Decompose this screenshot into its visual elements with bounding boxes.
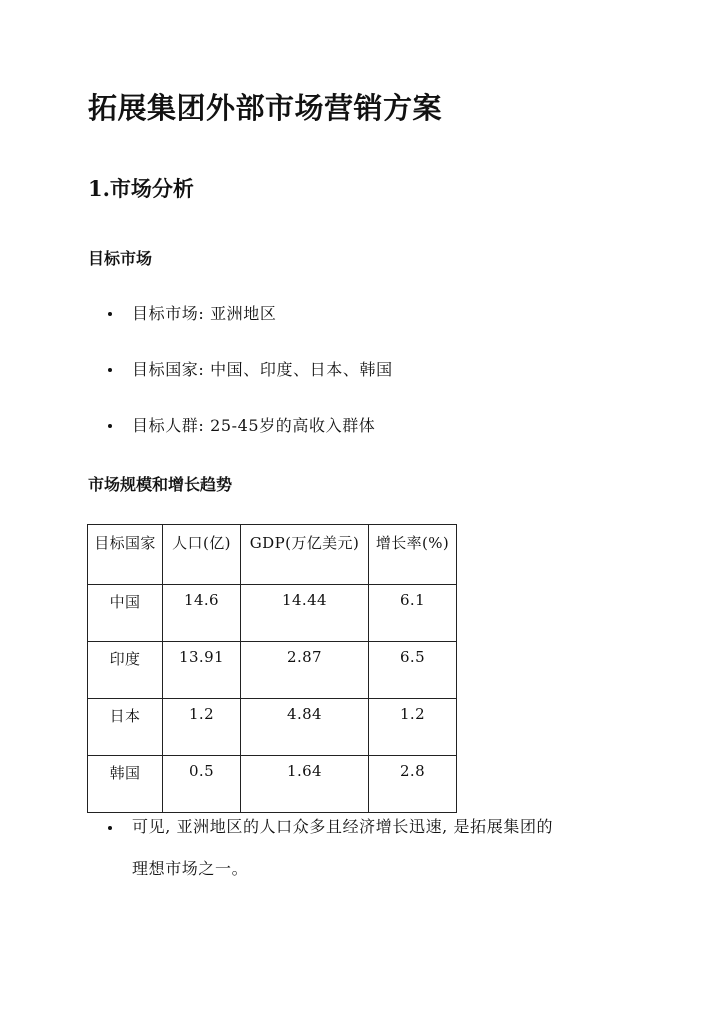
bullet-icon bbox=[108, 312, 112, 316]
column-header-growth-rate: 增长率(%) bbox=[369, 525, 457, 585]
table-cell-growth-rate: 6.1 bbox=[369, 585, 457, 642]
list-item-text: 目标人群: 25-45岁的高收入群体 bbox=[132, 416, 376, 435]
table-cell-gdp: 4.84 bbox=[241, 699, 369, 756]
section-heading-market-analysis: 1.市场分析 bbox=[88, 176, 194, 201]
bullet-icon bbox=[108, 368, 112, 372]
market-size-table bbox=[87, 524, 457, 813]
table-cell-country: 中国 bbox=[88, 585, 163, 642]
table-cell-country: 日本 bbox=[88, 699, 163, 756]
conclusion-text-line1: 可见, 亚洲地区的人口众多且经济增长迅速, 是拓展集团的 bbox=[132, 817, 554, 836]
table-header-row bbox=[88, 525, 457, 585]
subheading-target-market: 目标市场 bbox=[88, 249, 153, 268]
table-cell-growth-rate: 1.2 bbox=[369, 699, 457, 756]
table-cell-gdp: 14.44 bbox=[241, 585, 369, 642]
table-cell-country: 印度 bbox=[88, 642, 163, 699]
bullet-icon bbox=[108, 424, 112, 428]
column-header-population: 人口(亿) bbox=[163, 525, 241, 585]
table-cell-gdp: 1.64 bbox=[241, 756, 369, 813]
table-cell-growth-rate: 6.5 bbox=[369, 642, 457, 699]
table-row bbox=[88, 585, 457, 642]
list-item-text: 目标国家: 中国、印度、日本、韩国 bbox=[132, 360, 393, 379]
column-header-gdp: GDP(万亿美元) bbox=[241, 525, 369, 585]
subheading-market-size: 市场规模和增长趋势 bbox=[88, 475, 233, 494]
table-cell-gdp: 2.87 bbox=[241, 642, 369, 699]
table-row bbox=[88, 756, 457, 813]
table-row bbox=[88, 699, 457, 756]
conclusion-text-line2: 理想市场之一。 bbox=[132, 859, 249, 878]
list-item-text: 目标市场: 亚洲地区 bbox=[132, 304, 277, 323]
table-cell-population: 14.6 bbox=[163, 585, 241, 642]
table-cell-population: 13.91 bbox=[163, 642, 241, 699]
table-row bbox=[88, 642, 457, 699]
table-cell-country: 韩国 bbox=[88, 756, 163, 813]
table-cell-growth-rate: 2.8 bbox=[369, 756, 457, 813]
bullet-icon bbox=[108, 826, 112, 830]
table-cell-population: 0.5 bbox=[163, 756, 241, 813]
table-cell-population: 1.2 bbox=[163, 699, 241, 756]
column-header-country: 目标国家 bbox=[88, 525, 163, 585]
document-title: 拓展集团外部市场营销方案 bbox=[88, 91, 443, 125]
